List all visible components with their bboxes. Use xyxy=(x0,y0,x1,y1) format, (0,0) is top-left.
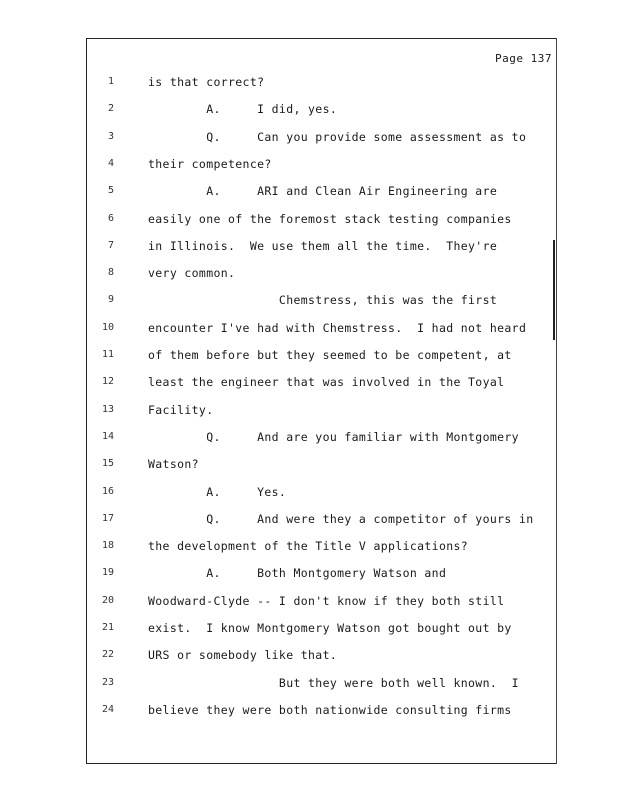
line-number: 8 xyxy=(107,267,114,279)
transcript-line xyxy=(96,618,554,638)
line-text: believe they were both nationwide consulting firms xyxy=(148,702,512,717)
transcript-line xyxy=(96,290,554,310)
page-number: Page 137 xyxy=(495,52,552,65)
line-number: 15 xyxy=(101,458,114,470)
line-number: 13 xyxy=(101,403,114,415)
line-number: 7 xyxy=(107,239,114,251)
line-number: 2 xyxy=(107,103,114,115)
line-text: A. I did, yes. xyxy=(148,102,338,117)
line-number: 17 xyxy=(101,512,114,524)
line-text: their competence? xyxy=(148,156,272,171)
line-number: 5 xyxy=(107,185,114,197)
transcript-line xyxy=(96,372,554,392)
page-border-top xyxy=(86,38,556,39)
transcript-line xyxy=(96,181,554,201)
line-text: A. ARI and Clean Air Engineering are xyxy=(148,184,498,199)
line-text: the development of the Title V applications? xyxy=(148,539,469,554)
page-border-left xyxy=(86,38,87,764)
line-number: 19 xyxy=(101,567,114,579)
line-text: very common. xyxy=(148,266,236,281)
line-number: 21 xyxy=(101,622,114,633)
transcript-line xyxy=(96,591,554,611)
line-number: 20 xyxy=(101,594,114,606)
transcript-line xyxy=(96,154,554,174)
transcript-line xyxy=(96,509,554,529)
transcript-line xyxy=(96,482,554,502)
line-number: 9 xyxy=(107,294,114,306)
line-number: 3 xyxy=(107,130,114,142)
transcript-line xyxy=(96,700,554,720)
transcript-line xyxy=(96,427,554,447)
transcript-line xyxy=(96,263,554,283)
line-number: 1 xyxy=(107,76,114,87)
transcript-line xyxy=(96,400,554,420)
line-number: 18 xyxy=(101,540,114,552)
transcript-line xyxy=(96,209,554,229)
line-text: easily one of the foremost stack testing companies xyxy=(148,211,512,226)
line-number: 12 xyxy=(101,376,114,388)
page-border-right xyxy=(556,38,557,764)
line-text: Facility. xyxy=(148,402,214,417)
line-text: Watson? xyxy=(148,457,199,472)
line-number: 24 xyxy=(101,703,114,715)
transcript-line xyxy=(96,318,554,338)
line-number: 4 xyxy=(107,157,114,169)
transcript-line xyxy=(96,673,554,693)
line-text: is that correct? xyxy=(148,75,265,89)
line-text: But they were both well known. I xyxy=(148,675,519,690)
line-number: 6 xyxy=(107,212,114,224)
line-text: A. Both Montgomery Watson and xyxy=(148,566,447,581)
line-text: Q. And are you familiar with Montgomery xyxy=(148,429,519,444)
line-text: Q. And were they a competitor of yours in xyxy=(148,511,534,526)
line-number: 23 xyxy=(101,676,114,688)
line-text: least the engineer that was involved in the Toyal xyxy=(148,375,505,390)
transcript-line xyxy=(96,536,554,556)
line-text: Chemstress, this was the first xyxy=(148,293,498,308)
transcript-line xyxy=(96,72,554,92)
line-text: A. Yes. xyxy=(148,484,287,499)
line-text: encounter I've had with Chemstress. I had not heard xyxy=(148,320,527,335)
transcript-line xyxy=(96,454,554,474)
line-text: URS or somebody like that. xyxy=(148,648,338,663)
transcript-line xyxy=(96,236,554,256)
line-number: 14 xyxy=(101,430,114,442)
transcript-line xyxy=(96,127,554,147)
transcript-line xyxy=(96,563,554,583)
line-text: in Illinois. We use them all the time. They're xyxy=(148,238,498,253)
transcript-line xyxy=(96,99,554,119)
line-text: exist. I know Montgomery Watson got bought out by xyxy=(148,621,512,635)
transcript-line xyxy=(96,345,554,365)
line-number: 16 xyxy=(101,485,114,497)
line-number: 10 xyxy=(101,321,114,333)
line-text: Q. Can you provide some assessment as to xyxy=(148,129,527,144)
line-number: 22 xyxy=(101,649,114,661)
line-text: Woodward-Clyde -- I don't know if they both still xyxy=(148,593,505,608)
line-text: of them before but they seemed to be competent, at xyxy=(148,348,512,362)
page-border-bottom xyxy=(86,763,556,764)
line-number: 11 xyxy=(101,349,114,360)
transcript-line xyxy=(96,645,554,665)
